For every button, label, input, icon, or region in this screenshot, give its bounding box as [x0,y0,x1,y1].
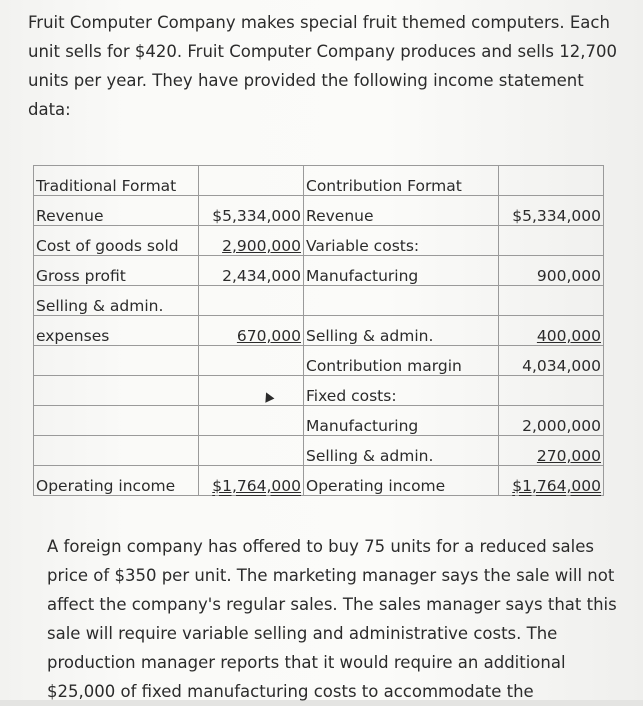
contrib-label: Selling & admin. [304,436,499,466]
trad-label [34,376,199,406]
income-statement-table [33,165,604,496]
contrib-label: Operating income [304,466,499,496]
trad-value-cell [199,376,304,406]
trad-label: expenses [34,316,199,346]
trad-label: Cost of goods sold [34,226,199,256]
contrib-value: 4,034,000 [499,346,604,376]
trad-value [199,436,304,466]
contrib-label: Fixed costs: [304,376,499,406]
intro-paragraph: Fruit Computer Company makes special fruit themed computers. Each unit sells for $420. Fruit Computer Company produces and sells 12,700 units per year. They have provided the following income statement data: [28,13,617,119]
contrib-label: Variable costs: [304,226,499,256]
mouse-cursor-icon [262,390,275,402]
contrib-value [499,226,604,256]
header-blank [199,166,304,196]
table-row [34,346,604,376]
table-row [34,316,604,346]
table-header-row [34,166,604,196]
trad-value: 670,000 [199,316,304,346]
table-row [34,466,604,496]
contrib-value: $5,334,000 [499,196,604,226]
trad-value [199,406,304,436]
trad-label: Operating income [34,466,199,496]
table-row [34,406,604,436]
contrib-label: Manufacturing [304,256,499,286]
contrib-label: Manufacturing [304,406,499,436]
followup-paragraph: A foreign company has offered to buy 75 units for a reduced sales price of $350 per unit. The marketing manager says the sale will not affect the company's regular sales. The sales manager says that this sale will require variable selling and administrative costs. The production manager reports that it would require an additional $25,000 of fixed manufacturing costs to accommodate the [47,537,617,701]
trad-label: Gross profit [34,256,199,286]
table-row [34,256,604,286]
trad-value: 2,900,000 [199,226,304,256]
contrib-value: 2,000,000 [499,406,604,436]
table-row [34,226,604,256]
trad-value [199,286,304,316]
trad-label: Revenue [34,196,199,226]
header-blank [499,166,604,196]
trad-value: $5,334,000 [199,196,304,226]
trad-label [34,346,199,376]
trad-label [34,436,199,466]
header-traditional: Traditional Format [34,166,199,196]
contrib-value [499,376,604,406]
table-row [34,376,604,406]
trad-value [199,346,304,376]
contrib-label: Selling & admin. [304,316,499,346]
contrib-label: Contribution margin [304,346,499,376]
table-row [34,436,604,466]
trad-value: 2,434,000 [199,256,304,286]
contrib-value: 400,000 [499,316,604,346]
contrib-value: 270,000 [499,436,604,466]
contrib-value: 900,000 [499,256,604,286]
table-row [34,286,604,316]
contrib-value: $1,764,000 [499,466,604,496]
contrib-label: Revenue [304,196,499,226]
trad-label [34,406,199,436]
trad-label: Selling & admin. [34,286,199,316]
contrib-label [304,286,499,316]
header-contribution: Contribution Format [304,166,499,196]
table-row [34,196,604,226]
contrib-value [499,286,604,316]
trad-value: $1,764,000 [199,466,304,496]
